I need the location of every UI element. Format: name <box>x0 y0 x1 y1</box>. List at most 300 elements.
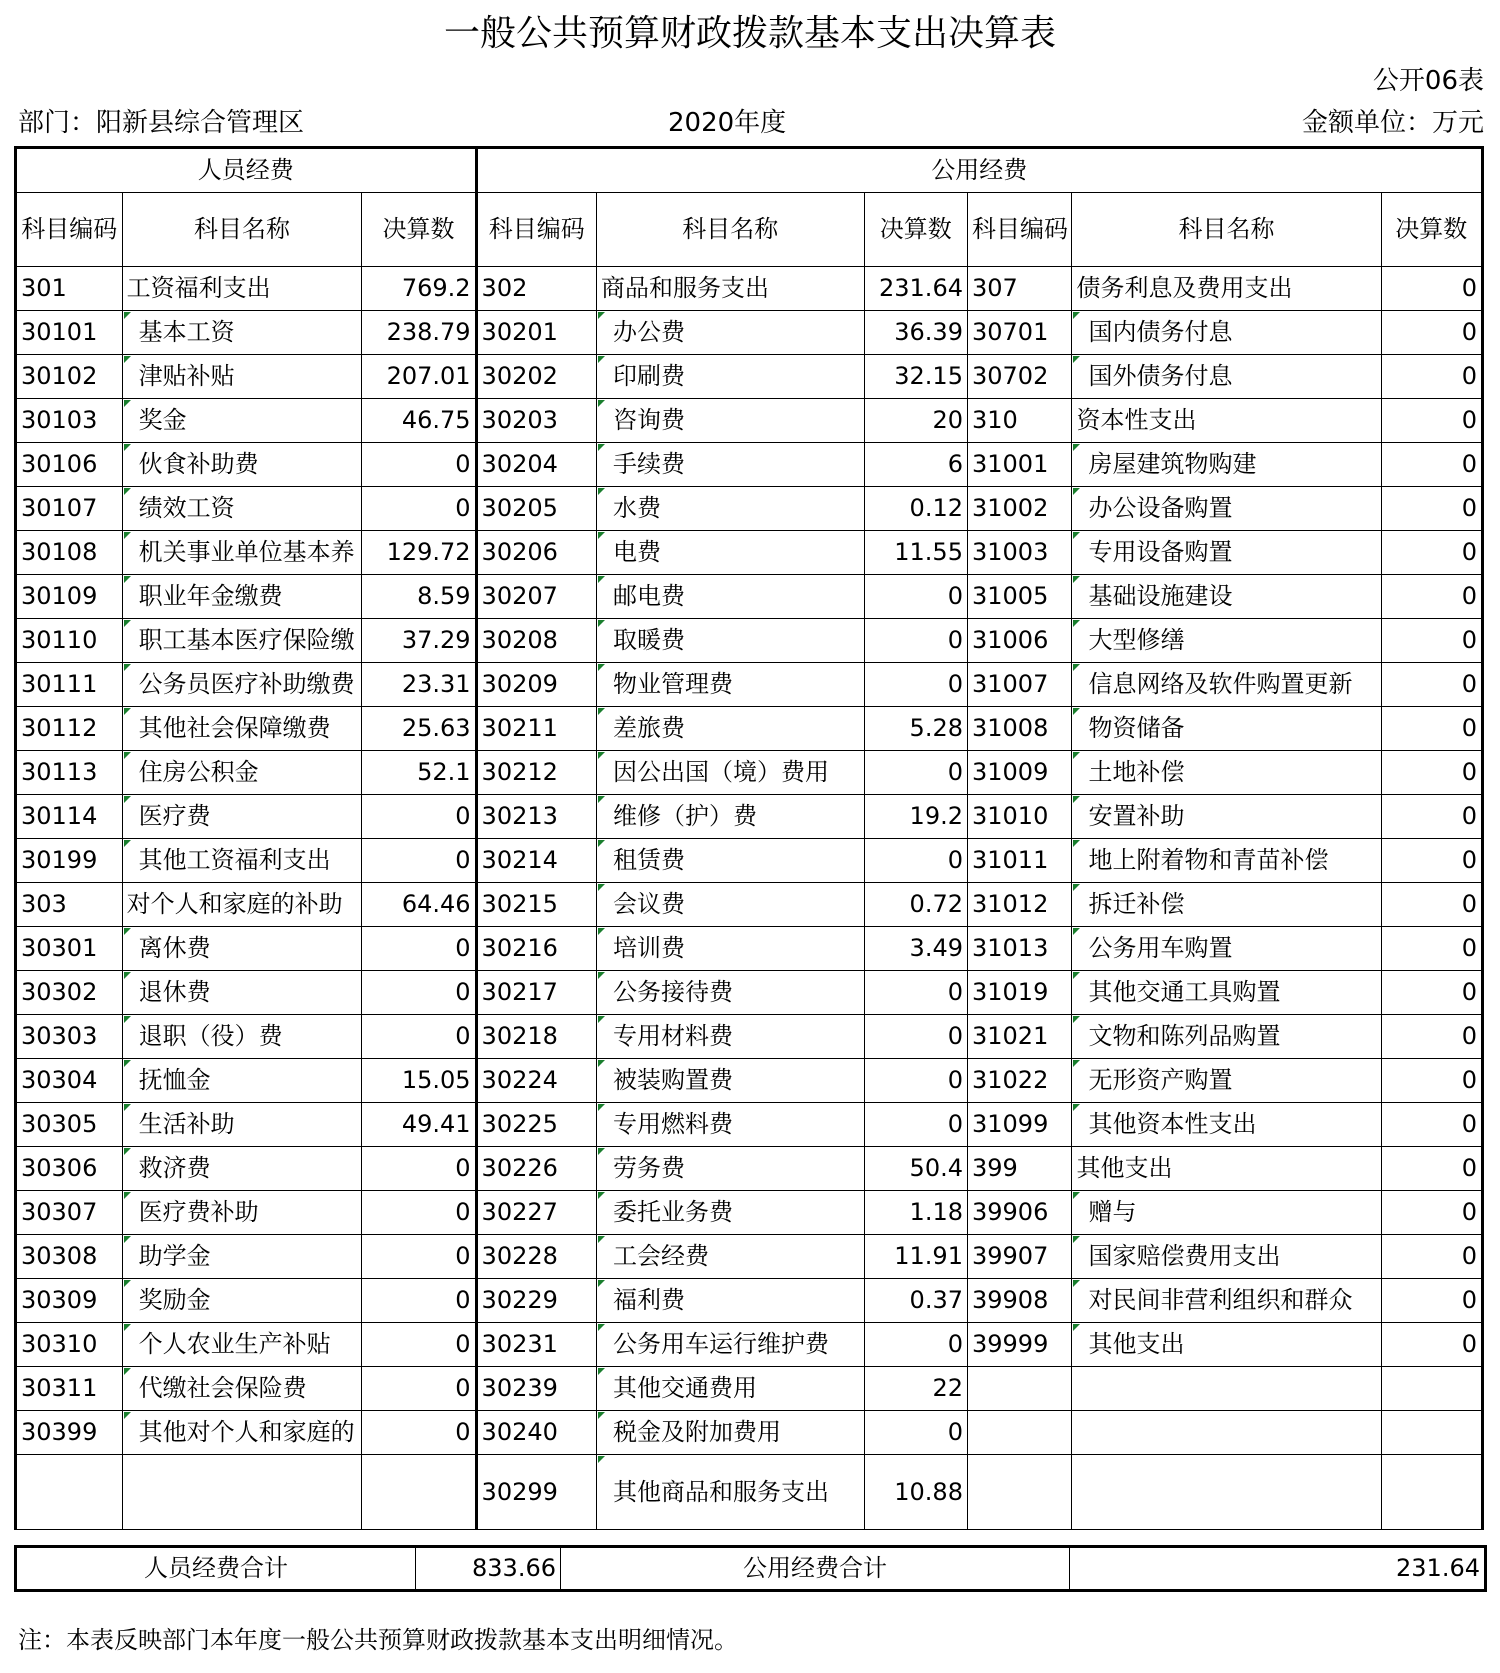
public-name-cell: 手续费 <box>597 443 865 487</box>
public-code-cell: 30212 <box>476 751 596 795</box>
capital-code-cell: 31008 <box>967 707 1071 751</box>
personnel-total-label: 人员经费合计 <box>16 1547 416 1591</box>
personnel-code-cell: 30111 <box>16 663 123 707</box>
group-public: 公用经费 <box>476 148 1482 193</box>
public-amount-cell: 22 <box>864 1367 967 1411</box>
public-amount-cell: 5.28 <box>864 707 967 751</box>
capital-code-cell: 39907 <box>967 1235 1071 1279</box>
public-amount-cell: 0 <box>864 1103 967 1147</box>
public-amount-cell: 0.12 <box>864 487 967 531</box>
personnel-name-cell: 公务员医疗补助缴费 <box>122 663 362 707</box>
personnel-amount-cell: 769.2 <box>362 267 476 311</box>
capital-name-cell: 赠与 <box>1072 1191 1381 1235</box>
personnel-amount-cell: 49.41 <box>362 1103 476 1147</box>
personnel-code-cell: 30301 <box>16 927 123 971</box>
personnel-name-cell: 职工基本医疗保险缴 <box>122 619 362 663</box>
capital-code-cell: 399 <box>967 1147 1071 1191</box>
public-amount-cell: 0 <box>864 971 967 1015</box>
personnel-amount-cell: 25.63 <box>362 707 476 751</box>
table-row <box>16 839 1483 883</box>
public-name-cell: 培训费 <box>597 927 865 971</box>
header-name: 科目名称 <box>597 193 865 267</box>
personnel-amount-cell: 0 <box>362 1411 476 1455</box>
public-amount-cell: 0.37 <box>864 1279 967 1323</box>
public-name-cell: 物业管理费 <box>597 663 865 707</box>
personnel-name-cell: 对个人和家庭的补助 <box>122 883 362 927</box>
public-name-cell: 水费 <box>597 487 865 531</box>
capital-name-cell: 地上附着物和青苗补偿 <box>1072 839 1381 883</box>
personnel-name-cell: 助学金 <box>122 1235 362 1279</box>
capital-name-cell: 国家赔偿费用支出 <box>1072 1235 1381 1279</box>
capital-code-cell: 31002 <box>967 487 1071 531</box>
public-amount-cell: 11.91 <box>864 1235 967 1279</box>
personnel-code-cell: 30113 <box>16 751 123 795</box>
capital-amount-cell <box>1381 1455 1482 1530</box>
fiscal-year: 2020年度 <box>668 108 787 138</box>
personnel-name-cell: 医疗费 <box>122 795 362 839</box>
capital-code-cell <box>967 1455 1071 1530</box>
personnel-amount-cell: 0 <box>362 487 476 531</box>
personnel-amount-cell: 0 <box>362 1147 476 1191</box>
table-row <box>16 1323 1483 1367</box>
public-amount-cell: 3.49 <box>864 927 967 971</box>
public-code-cell: 30225 <box>476 1103 596 1147</box>
table-row <box>16 883 1483 927</box>
public-amount-cell: 231.64 <box>864 267 967 311</box>
public-amount-cell: 19.2 <box>864 795 967 839</box>
public-amount-cell: 0 <box>864 1015 967 1059</box>
capital-name-cell <box>1072 1411 1381 1455</box>
group-header-row <box>16 148 1483 193</box>
personnel-code-cell: 30114 <box>16 795 123 839</box>
table-code: 公开06表 <box>1372 66 1484 96</box>
public-name-cell: 委托业务费 <box>597 1191 865 1235</box>
personnel-code-cell: 30308 <box>16 1235 123 1279</box>
personnel-name-cell: 奖励金 <box>122 1279 362 1323</box>
capital-amount-cell: 0 <box>1381 531 1482 575</box>
table-row <box>16 927 1483 971</box>
public-code-cell: 30217 <box>476 971 596 1015</box>
footnote: 注：本表反映部门本年度一般公共预算财政拨款基本支出明细情况。 <box>18 1626 738 1654</box>
personnel-amount-cell: 129.72 <box>362 531 476 575</box>
personnel-code-cell: 30309 <box>16 1279 123 1323</box>
public-name-cell: 咨询费 <box>597 399 865 443</box>
capital-amount-cell: 0 <box>1381 1103 1482 1147</box>
header-amount: 决算数 <box>1381 193 1482 267</box>
capital-code-cell: 31001 <box>967 443 1071 487</box>
public-amount-cell: 0 <box>864 839 967 883</box>
public-code-cell: 30206 <box>476 531 596 575</box>
public-code-cell: 30216 <box>476 927 596 971</box>
public-amount-cell: 20 <box>864 399 967 443</box>
capital-amount-cell <box>1381 1367 1482 1411</box>
personnel-code-cell <box>16 1455 123 1530</box>
personnel-code-cell: 30302 <box>16 971 123 1015</box>
header-name: 科目名称 <box>122 193 362 267</box>
public-name-cell: 商品和服务支出 <box>597 267 865 311</box>
personnel-total-value: 833.66 <box>416 1547 561 1591</box>
public-code-cell: 30228 <box>476 1235 596 1279</box>
capital-name-cell: 安置补助 <box>1072 795 1381 839</box>
public-name-cell: 差旅费 <box>597 707 865 751</box>
header-code: 科目编码 <box>967 193 1071 267</box>
public-amount-cell: 50.4 <box>864 1147 967 1191</box>
personnel-name-cell: 伙食补助费 <box>122 443 362 487</box>
public-name-cell: 公务用车运行维护费 <box>597 1323 865 1367</box>
table-row <box>16 355 1483 399</box>
capital-name-cell: 其他资本性支出 <box>1072 1103 1381 1147</box>
page-title: 一般公共预算财政拨款基本支出决算表 <box>443 13 1056 54</box>
personnel-amount-cell: 0 <box>362 1323 476 1367</box>
personnel-name-cell: 绩效工资 <box>122 487 362 531</box>
public-name-cell: 劳务费 <box>597 1147 865 1191</box>
personnel-name-cell: 职业年金缴费 <box>122 575 362 619</box>
personnel-amount-cell: 52.1 <box>362 751 476 795</box>
public-name-cell: 邮电费 <box>597 575 865 619</box>
capital-amount-cell: 0 <box>1381 883 1482 927</box>
capital-name-cell: 土地补偿 <box>1072 751 1381 795</box>
personnel-amount-cell: 23.31 <box>362 663 476 707</box>
capital-code-cell: 30702 <box>967 355 1071 399</box>
capital-name-cell: 基础设施建设 <box>1072 575 1381 619</box>
table-row <box>16 575 1483 619</box>
table-row <box>16 971 1483 1015</box>
public-code-cell: 30224 <box>476 1059 596 1103</box>
public-name-cell: 会议费 <box>597 883 865 927</box>
personnel-amount-cell: 0 <box>362 1235 476 1279</box>
table-row <box>16 663 1483 707</box>
personnel-code-cell: 30304 <box>16 1059 123 1103</box>
capital-amount-cell: 0 <box>1381 399 1482 443</box>
capital-amount-cell: 0 <box>1381 927 1482 971</box>
header-code: 科目编码 <box>476 193 596 267</box>
table-row <box>16 1103 1483 1147</box>
capital-amount-cell: 0 <box>1381 487 1482 531</box>
capital-name-cell: 对民间非营利组织和群众 <box>1072 1279 1381 1323</box>
personnel-code-cell: 30310 <box>16 1323 123 1367</box>
capital-name-cell: 物资储备 <box>1072 707 1381 751</box>
personnel-code-cell: 30106 <box>16 443 123 487</box>
public-name-cell: 税金及附加费用 <box>597 1411 865 1455</box>
public-name-cell: 取暖费 <box>597 619 865 663</box>
capital-name-cell: 公务用车购置 <box>1072 927 1381 971</box>
header-name: 科目名称 <box>1072 193 1381 267</box>
capital-amount-cell: 0 <box>1381 971 1482 1015</box>
table-row <box>16 1147 1483 1191</box>
personnel-code-cell: 30305 <box>16 1103 123 1147</box>
personnel-code-cell: 30311 <box>16 1367 123 1411</box>
table-row <box>16 707 1483 751</box>
public-name-cell: 被装购置费 <box>597 1059 865 1103</box>
capital-name-cell: 债务利息及费用支出 <box>1072 267 1381 311</box>
capital-name-cell: 其他支出 <box>1072 1147 1381 1191</box>
table-row <box>16 1455 1483 1530</box>
public-code-cell: 30239 <box>476 1367 596 1411</box>
personnel-code-cell: 30399 <box>16 1411 123 1455</box>
amount-unit: 金额单位：万元 <box>1301 108 1484 138</box>
table-row <box>16 1191 1483 1235</box>
capital-name-cell: 拆迁补偿 <box>1072 883 1381 927</box>
personnel-amount-cell: 238.79 <box>362 311 476 355</box>
column-header-row <box>16 193 1483 267</box>
capital-code-cell: 31011 <box>967 839 1071 883</box>
capital-code-cell <box>967 1367 1071 1411</box>
personnel-code-cell: 30112 <box>16 707 123 751</box>
capital-code-cell: 310 <box>967 399 1071 443</box>
table-row <box>16 443 1483 487</box>
capital-name-cell: 国外债务付息 <box>1072 355 1381 399</box>
public-code-cell: 30202 <box>476 355 596 399</box>
public-code-cell: 30299 <box>476 1455 596 1530</box>
personnel-name-cell: 救济费 <box>122 1147 362 1191</box>
personnel-name-cell: 机关事业单位基本养 <box>122 531 362 575</box>
public-code-cell: 30204 <box>476 443 596 487</box>
table-row <box>16 619 1483 663</box>
capital-amount-cell: 0 <box>1381 1235 1482 1279</box>
capital-amount-cell: 0 <box>1381 619 1482 663</box>
public-code-cell: 30201 <box>476 311 596 355</box>
personnel-name-cell: 基本工资 <box>122 311 362 355</box>
capital-amount-cell: 0 <box>1381 1147 1482 1191</box>
public-name-cell: 办公费 <box>597 311 865 355</box>
capital-code-cell: 31019 <box>967 971 1071 1015</box>
public-amount-cell: 0 <box>864 751 967 795</box>
capital-name-cell: 其他交通工具购置 <box>1072 971 1381 1015</box>
personnel-amount-cell <box>362 1455 476 1530</box>
capital-code-cell: 39908 <box>967 1279 1071 1323</box>
personnel-amount-cell: 0 <box>362 1191 476 1235</box>
public-total-label: 公用经费合计 <box>561 1547 1070 1591</box>
capital-amount-cell: 0 <box>1381 1191 1482 1235</box>
capital-amount-cell: 0 <box>1381 1015 1482 1059</box>
capital-code-cell: 31006 <box>967 619 1071 663</box>
public-code-cell: 30209 <box>476 663 596 707</box>
table-row <box>16 1411 1483 1455</box>
header-amount: 决算数 <box>362 193 476 267</box>
capital-amount-cell: 0 <box>1381 1059 1482 1103</box>
public-amount-cell: 11.55 <box>864 531 967 575</box>
capital-code-cell: 31022 <box>967 1059 1071 1103</box>
personnel-name-cell: 生活补助 <box>122 1103 362 1147</box>
personnel-amount-cell: 0 <box>362 927 476 971</box>
personnel-name-cell: 离休费 <box>122 927 362 971</box>
personnel-name-cell: 其他社会保障缴费 <box>122 707 362 751</box>
capital-amount-cell: 0 <box>1381 795 1482 839</box>
personnel-code-cell: 303 <box>16 883 123 927</box>
capital-amount-cell: 0 <box>1381 311 1482 355</box>
capital-amount-cell: 0 <box>1381 1279 1482 1323</box>
public-code-cell: 30229 <box>476 1279 596 1323</box>
personnel-amount-cell: 0 <box>362 1367 476 1411</box>
personnel-amount-cell: 64.46 <box>362 883 476 927</box>
personnel-amount-cell: 0 <box>362 443 476 487</box>
capital-name-cell: 专用设备购置 <box>1072 531 1381 575</box>
personnel-name-cell <box>122 1455 362 1530</box>
capital-amount-cell: 0 <box>1381 663 1482 707</box>
capital-amount-cell: 0 <box>1381 355 1482 399</box>
personnel-name-cell: 退休费 <box>122 971 362 1015</box>
personnel-amount-cell: 0 <box>362 971 476 1015</box>
public-amount-cell: 0 <box>864 575 967 619</box>
capital-code-cell: 31003 <box>967 531 1071 575</box>
capital-name-cell: 大型修缮 <box>1072 619 1381 663</box>
public-name-cell: 福利费 <box>597 1279 865 1323</box>
public-total-value: 231.64 <box>1070 1547 1486 1591</box>
table-row <box>16 487 1483 531</box>
public-name-cell: 印刷费 <box>597 355 865 399</box>
personnel-amount-cell: 0 <box>362 1015 476 1059</box>
capital-code-cell: 31021 <box>967 1015 1071 1059</box>
table-row <box>16 1059 1483 1103</box>
public-name-cell: 其他交通费用 <box>597 1367 865 1411</box>
capital-name-cell: 办公设备购置 <box>1072 487 1381 531</box>
public-name-cell: 公务接待费 <box>597 971 865 1015</box>
public-code-cell: 30226 <box>476 1147 596 1191</box>
personnel-name-cell: 退职（役）费 <box>122 1015 362 1059</box>
table-row <box>16 531 1483 575</box>
public-amount-cell: 32.15 <box>864 355 967 399</box>
public-code-cell: 30240 <box>476 1411 596 1455</box>
public-name-cell: 专用材料费 <box>597 1015 865 1059</box>
personnel-amount-cell: 0 <box>362 839 476 883</box>
personnel-name-cell: 代缴社会保险费 <box>122 1367 362 1411</box>
capital-name-cell: 国内债务付息 <box>1072 311 1381 355</box>
public-code-cell: 30215 <box>476 883 596 927</box>
personnel-code-cell: 30109 <box>16 575 123 619</box>
expenditure-table <box>14 146 1484 1530</box>
personnel-code-cell: 30107 <box>16 487 123 531</box>
personnel-amount-cell: 207.01 <box>362 355 476 399</box>
totals-table <box>14 1545 1487 1592</box>
personnel-name-cell: 津贴补贴 <box>122 355 362 399</box>
public-name-cell: 租赁费 <box>597 839 865 883</box>
public-amount-cell: 0 <box>864 619 967 663</box>
capital-amount-cell: 0 <box>1381 575 1482 619</box>
public-code-cell: 302 <box>476 267 596 311</box>
personnel-name-cell: 住房公积金 <box>122 751 362 795</box>
public-code-cell: 30205 <box>476 487 596 531</box>
personnel-code-cell: 30307 <box>16 1191 123 1235</box>
public-amount-cell: 0 <box>864 1059 967 1103</box>
capital-code-cell: 39999 <box>967 1323 1071 1367</box>
personnel-name-cell: 其他工资福利支出 <box>122 839 362 883</box>
capital-code-cell <box>967 1411 1071 1455</box>
personnel-amount-cell: 37.29 <box>362 619 476 663</box>
header-amount: 决算数 <box>864 193 967 267</box>
personnel-code-cell: 301 <box>16 267 123 311</box>
table-row <box>16 1235 1483 1279</box>
capital-code-cell: 39906 <box>967 1191 1071 1235</box>
personnel-name-cell: 其他对个人和家庭的 <box>122 1411 362 1455</box>
public-code-cell: 30213 <box>476 795 596 839</box>
personnel-name-cell: 抚恤金 <box>122 1059 362 1103</box>
personnel-amount-cell: 0 <box>362 795 476 839</box>
table-row <box>16 399 1483 443</box>
personnel-amount-cell: 15.05 <box>362 1059 476 1103</box>
personnel-code-cell: 30110 <box>16 619 123 663</box>
totals-row <box>16 1547 1486 1591</box>
capital-amount-cell: 0 <box>1381 1323 1482 1367</box>
personnel-code-cell: 30108 <box>16 531 123 575</box>
capital-amount-cell <box>1381 1411 1482 1455</box>
table-row <box>16 751 1483 795</box>
department-label: 部门：阳新县综合管理区 <box>18 108 305 138</box>
public-amount-cell: 36.39 <box>864 311 967 355</box>
public-name-cell: 维修（护）费 <box>597 795 865 839</box>
table-row <box>16 311 1483 355</box>
public-amount-cell: 0.72 <box>864 883 967 927</box>
public-name-cell: 因公出国（境）费用 <box>597 751 865 795</box>
personnel-code-cell: 30103 <box>16 399 123 443</box>
public-name-cell: 电费 <box>597 531 865 575</box>
public-code-cell: 30227 <box>476 1191 596 1235</box>
public-name-cell: 其他商品和服务支出 <box>597 1455 865 1530</box>
personnel-name-cell: 工资福利支出 <box>122 267 362 311</box>
capital-code-cell: 30701 <box>967 311 1071 355</box>
public-code-cell: 30203 <box>476 399 596 443</box>
capital-code-cell: 31005 <box>967 575 1071 619</box>
table-row <box>16 795 1483 839</box>
capital-name-cell: 信息网络及软件购置更新 <box>1072 663 1381 707</box>
capital-code-cell: 31009 <box>967 751 1071 795</box>
personnel-amount-cell: 46.75 <box>362 399 476 443</box>
table-row <box>16 1015 1483 1059</box>
capital-amount-cell: 0 <box>1381 707 1482 751</box>
table-row <box>16 267 1483 311</box>
capital-name-cell <box>1072 1455 1381 1530</box>
public-code-cell: 30211 <box>476 707 596 751</box>
public-name-cell: 专用燃料费 <box>597 1103 865 1147</box>
capital-code-cell: 31012 <box>967 883 1071 927</box>
public-code-cell: 30207 <box>476 575 596 619</box>
public-code-cell: 30218 <box>476 1015 596 1059</box>
capital-name-cell: 房屋建筑物购建 <box>1072 443 1381 487</box>
capital-code-cell: 31007 <box>967 663 1071 707</box>
capital-name-cell: 无形资产购置 <box>1072 1059 1381 1103</box>
capital-code-cell: 31010 <box>967 795 1071 839</box>
personnel-code-cell: 30303 <box>16 1015 123 1059</box>
capital-name-cell <box>1072 1367 1381 1411</box>
capital-name-cell: 其他支出 <box>1072 1323 1381 1367</box>
public-amount-cell: 6 <box>864 443 967 487</box>
capital-amount-cell: 0 <box>1381 839 1482 883</box>
capital-amount-cell: 0 <box>1381 267 1482 311</box>
table-row <box>16 1367 1483 1411</box>
header-code: 科目编码 <box>16 193 123 267</box>
public-amount-cell: 10.88 <box>864 1455 967 1530</box>
personnel-code-cell: 30199 <box>16 839 123 883</box>
personnel-amount-cell: 0 <box>362 1279 476 1323</box>
personnel-name-cell: 个人农业生产补贴 <box>122 1323 362 1367</box>
public-code-cell: 30208 <box>476 619 596 663</box>
personnel-amount-cell: 8.59 <box>362 575 476 619</box>
personnel-name-cell: 奖金 <box>122 399 362 443</box>
personnel-name-cell: 医疗费补助 <box>122 1191 362 1235</box>
public-name-cell: 工会经费 <box>597 1235 865 1279</box>
public-amount-cell: 0 <box>864 663 967 707</box>
capital-name-cell: 资本性支出 <box>1072 399 1381 443</box>
public-amount-cell: 0 <box>864 1411 967 1455</box>
capital-code-cell: 31099 <box>967 1103 1071 1147</box>
capital-code-cell: 307 <box>967 267 1071 311</box>
table-row <box>16 1279 1483 1323</box>
public-code-cell: 30214 <box>476 839 596 883</box>
capital-amount-cell: 0 <box>1381 443 1482 487</box>
public-amount-cell: 0 <box>864 1323 967 1367</box>
capital-amount-cell: 0 <box>1381 751 1482 795</box>
capital-name-cell: 文物和陈列品购置 <box>1072 1015 1381 1059</box>
public-amount-cell: 1.18 <box>864 1191 967 1235</box>
